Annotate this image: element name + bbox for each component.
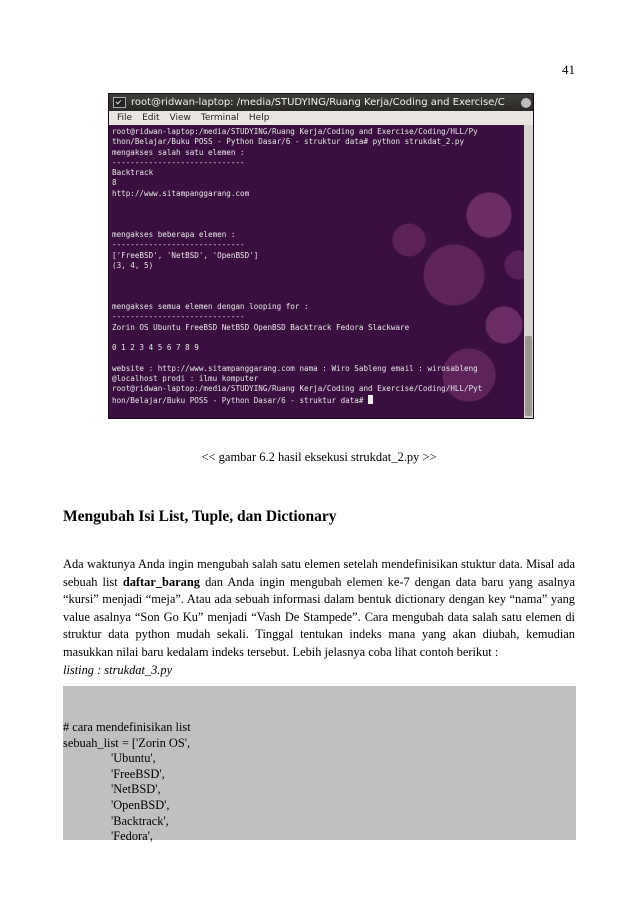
page-number: 41 xyxy=(562,62,575,77)
menu-terminal: Terminal xyxy=(200,113,239,123)
terminal-title: root@ridwan-laptop: /media/STUDYING/Ruang Kerja/Coding and Exercise/C xyxy=(131,97,505,108)
terminal-line: Backtrack xyxy=(112,168,154,178)
terminal-icon xyxy=(113,97,126,108)
menu-file: File xyxy=(117,113,133,123)
code-listing: # cara mendefinisikan list sebuah_list = ['Zorin OS', 'Ubuntu', 'FreeBSD', 'NetBSD', 'OpenBSD', 'Backtrack', 'Fedora', xyxy=(63,720,191,844)
paragraph-text-2: dan Anda ingin mengubah elemen ke-7 dengan data baru yang asalnya “kursi” menjadi “meja”. Atau ada sebuah informasi dalam bentuk dictionary dengan key “nama” yang value asalnya “Son Go Ku” menjadi “Vash De Stampede”. Cara mengubah data salah satu elemen di struktur data python mudah sekali. Tinggal tentukan indeks mana yang akan diubah, kemudian masukkan nilai baru kedalam indeks tersebut. Lebih jelasnya coba lihat contoh berikut : xyxy=(63,574,575,659)
terminal-line: ----------------------------- xyxy=(112,240,245,250)
terminal-line: ----------------------------- xyxy=(112,157,245,167)
terminal-line: (3, 4, 5) xyxy=(112,260,154,270)
terminal-screenshot xyxy=(108,93,534,419)
paragraph-text-1: Ada waktunya Anda ingin mengubah salah satu elemen setelah mendefinisikan stuktur data. Misal ada sebuah list xyxy=(63,557,575,589)
terminal-line: mengakses beberapa elemen : xyxy=(112,229,236,239)
section-heading: Mengubah Isi List, Tuple, dan Dictionary xyxy=(63,508,337,525)
terminal-title-bar xyxy=(109,94,533,111)
paragraph-bold-term: daftar_barang xyxy=(122,574,200,589)
terminal-line: Zorin OS Ubuntu FreeBSD NetBSD OpenBSD Backtrack Fedora Slackware xyxy=(112,322,410,332)
menu-view: View xyxy=(169,113,191,123)
terminal-line: http://www.sitampanggarang.com xyxy=(112,188,250,198)
menu-help: Help xyxy=(248,113,270,123)
figure-caption: << gambar 6.2 hasil eksekusi strukdat_2.py >> xyxy=(201,450,437,464)
terminal-menu-bar xyxy=(109,111,533,125)
listing-label: listing : strukdat_3.py xyxy=(63,663,173,677)
terminal-line: mengakses salah satu elemen : xyxy=(112,147,245,157)
terminal-line: @localhost prodi : ilmu komputer xyxy=(112,374,259,384)
body-paragraph xyxy=(63,556,575,662)
terminal-output xyxy=(109,125,524,408)
terminal-cursor xyxy=(368,395,373,404)
terminal-line: mengakses semua elemen dengan looping for : xyxy=(112,302,309,312)
terminal-line: ['FreeBSD', 'NetBSD', 'OpenBSD'] xyxy=(112,250,259,260)
scroll-thumb xyxy=(525,336,532,416)
terminal-line: ----------------------------- xyxy=(112,312,245,322)
terminal-line: root@ridwan-laptop:/media/STUDYING/Ruang Kerja/Coding and Exercise/Coding/HLL/Pyt xyxy=(112,384,483,394)
terminal-line: hon/Belajar/Buku POSS - Python Dasar/6 - struktur data# xyxy=(112,395,369,405)
terminal-line: thon/Belajar/Buku POSS - Python Dasar/6 - struktur data# python strukdat_2.py xyxy=(112,137,465,147)
code-listing-box xyxy=(63,686,576,844)
terminal-line: website : http://www.sitampanggarang.com nama : Wiro Sableng email : wirosableng xyxy=(112,363,478,373)
terminal-line: 8 xyxy=(112,178,117,188)
window-close-icon xyxy=(521,98,531,108)
terminal-line: root@ridwan-laptop:/media/STUDYING/Ruang Kerja/Coding and Exercise/Coding/HLL/Py xyxy=(112,127,478,136)
menu-edit: Edit xyxy=(142,113,160,123)
terminal-body xyxy=(109,125,524,418)
terminal-line: 0 1 2 3 4 5 6 7 8 9 xyxy=(112,343,199,353)
terminal-scrollbar xyxy=(524,125,533,418)
